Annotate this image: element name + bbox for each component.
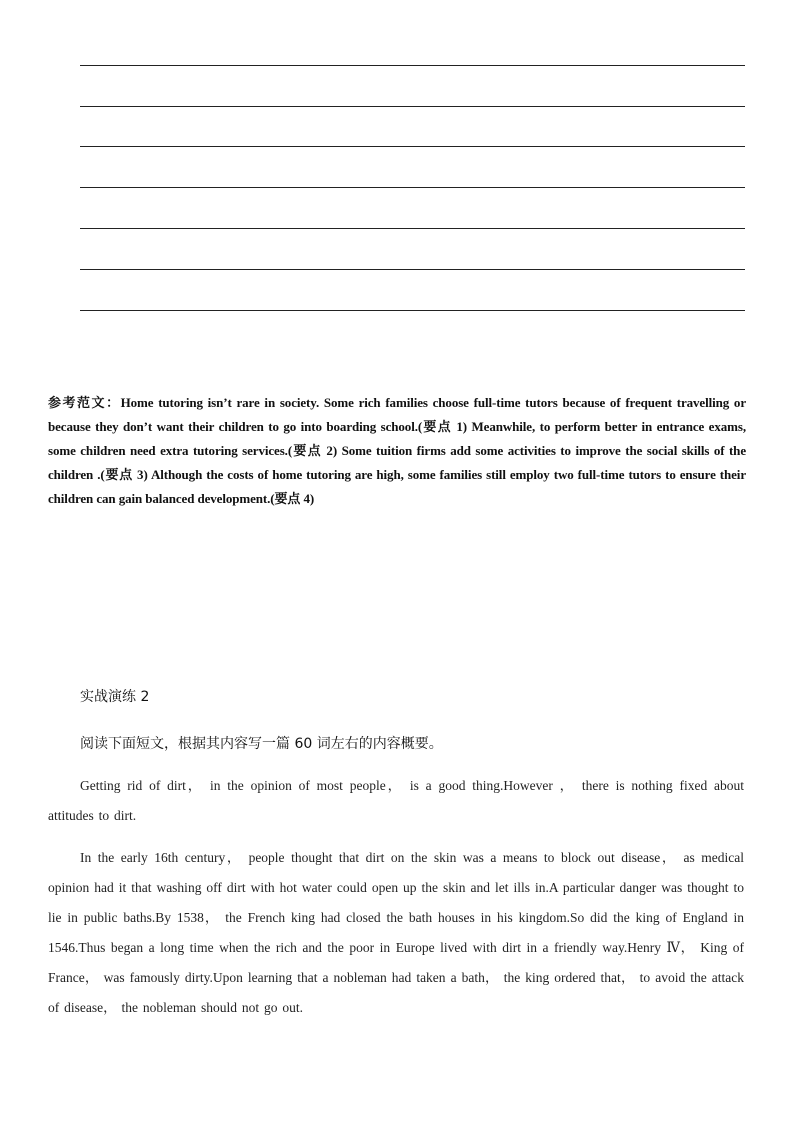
writing-line	[80, 187, 745, 188]
exercise-heading: 实战演练 2	[80, 689, 150, 705]
passage-paragraph: In the early 16th century， people thought that dirt on the skin was a means to block out disease， as medical opinion had it that washing off dirt with hot water could open up the skin and let ills in.A particular danger was thought to lie in public baths.By 1538， the French king had closed the bath houses in his kingdom.So did the king of England in 1546.Thus began a long time when the rich and the poor in Europe lived with dirt in a friendly way.Henry Ⅳ， King of France， was famously dirty.Upon learning that a nobleman had taken a bath， the king ordered that， to avoid the attack of disease， the nobleman should not go out.	[48, 850, 744, 1015]
sample-essay-label: 参考范文：	[48, 395, 121, 410]
writing-line	[80, 228, 745, 229]
writing-line	[80, 146, 745, 147]
writing-line	[80, 269, 745, 270]
sample-essay	[48, 391, 746, 511]
writing-line	[80, 65, 745, 66]
passage-paragraph: Getting rid of dirt， in the opinion of most people， is a good thing.However ， there is nothing fixed about attitudes to dirt.	[48, 778, 744, 823]
sample-essay-text: Home tutoring isn’t rare in society. Some rich families choose full-time tutors because of frequent travelling or because they don’t want their children to go into boarding school.(要点 1) Meanwhile, to perform better in entrance exams, some children need extra tutoring services.(要点 2) Some tuition firms add some activities to improve the social skills of the children .(要点 3) Although the costs of home tutoring are high, some families still employ two full-time tutors to ensure their children can gain balanced development.(要点 4)	[48, 395, 746, 506]
writing-line	[80, 106, 745, 107]
exercise-instruction: 阅读下面短文，根据其内容写一篇 60 词左右的内容概要。	[80, 736, 443, 752]
writing-line	[80, 310, 745, 311]
